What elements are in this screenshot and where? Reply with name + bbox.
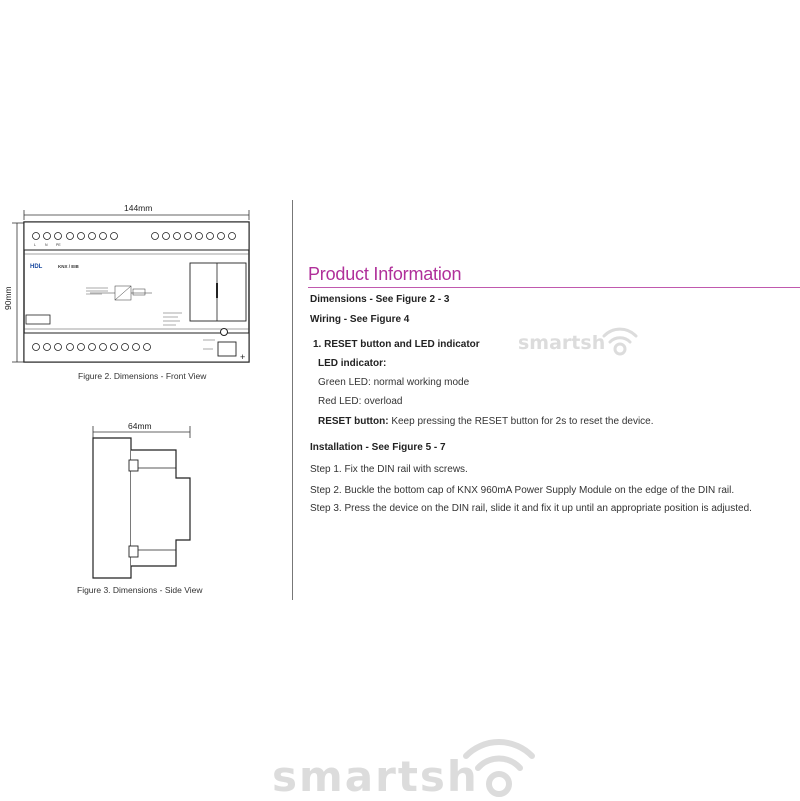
step-3: Step 3. Press the device on the DIN rail, slide it and fix it up until an appropriate position is adjusted.: [310, 503, 752, 514]
led-heading: LED indicator:: [318, 358, 387, 369]
step-2: Step 2. Buckle the bottom cap of KNX 960mA Power Supply Module on the edge of the DIN rail.: [310, 485, 735, 496]
reset-button-text: Keep pressing the RESET button for 2s to reset the device.: [388, 416, 654, 427]
front-view-caption: Figure 2. Dimensions - Front View: [78, 371, 207, 381]
side-width-label: 64mm: [128, 421, 152, 431]
device-side: [93, 438, 190, 578]
reset-heading: 1. RESET button and LED indicator: [313, 339, 480, 350]
step-1: Step 1. Fix the DIN rail with screws.: [310, 464, 468, 475]
hdl-logo: HDL: [30, 264, 43, 270]
svg-text:+: +: [240, 352, 246, 362]
reset-button-label: RESET button:: [318, 416, 389, 427]
reset-button-drawing: [221, 329, 228, 336]
red-led-text: Red LED: overload: [318, 396, 403, 407]
wifi-icon-large: [456, 730, 542, 800]
height-dimension: [12, 223, 24, 362]
watermark-small-text: smartsh: [518, 332, 606, 354]
terminal-label-pe: PE: [56, 243, 61, 247]
label-plate: [26, 315, 50, 324]
width-label: 144mm: [124, 203, 153, 213]
knx-logo: KNX / EIB: [58, 264, 79, 269]
height-label: 90mm: [3, 286, 13, 310]
wifi-icon: [598, 322, 642, 356]
watermark-large-text: smartsh: [272, 752, 479, 801]
watermark-small: [518, 332, 605, 354]
installation-heading: Installation - See Figure 5 - 7: [310, 442, 446, 453]
side-view-figure: [80, 420, 200, 585]
device-front: [24, 222, 249, 362]
reset-button-line: [318, 416, 654, 427]
terminal-label-n: N: [45, 243, 48, 247]
green-led-text: Green LED: normal working mode: [318, 377, 470, 388]
dimensions-line: Dimensions - See Figure 2 - 3: [310, 294, 450, 305]
column-divider: [292, 200, 293, 600]
wiring-line: Wiring - See Figure 4: [310, 314, 410, 325]
title-underline: [308, 287, 800, 288]
bus-connector: [218, 342, 236, 356]
watermark-large: [272, 752, 479, 801]
side-view-caption: Figure 3. Dimensions - Side View: [77, 585, 203, 595]
terminal-label-l: L: [34, 243, 36, 247]
section-title: Product Information: [308, 264, 462, 284]
front-view-figure: [0, 0, 290, 400]
